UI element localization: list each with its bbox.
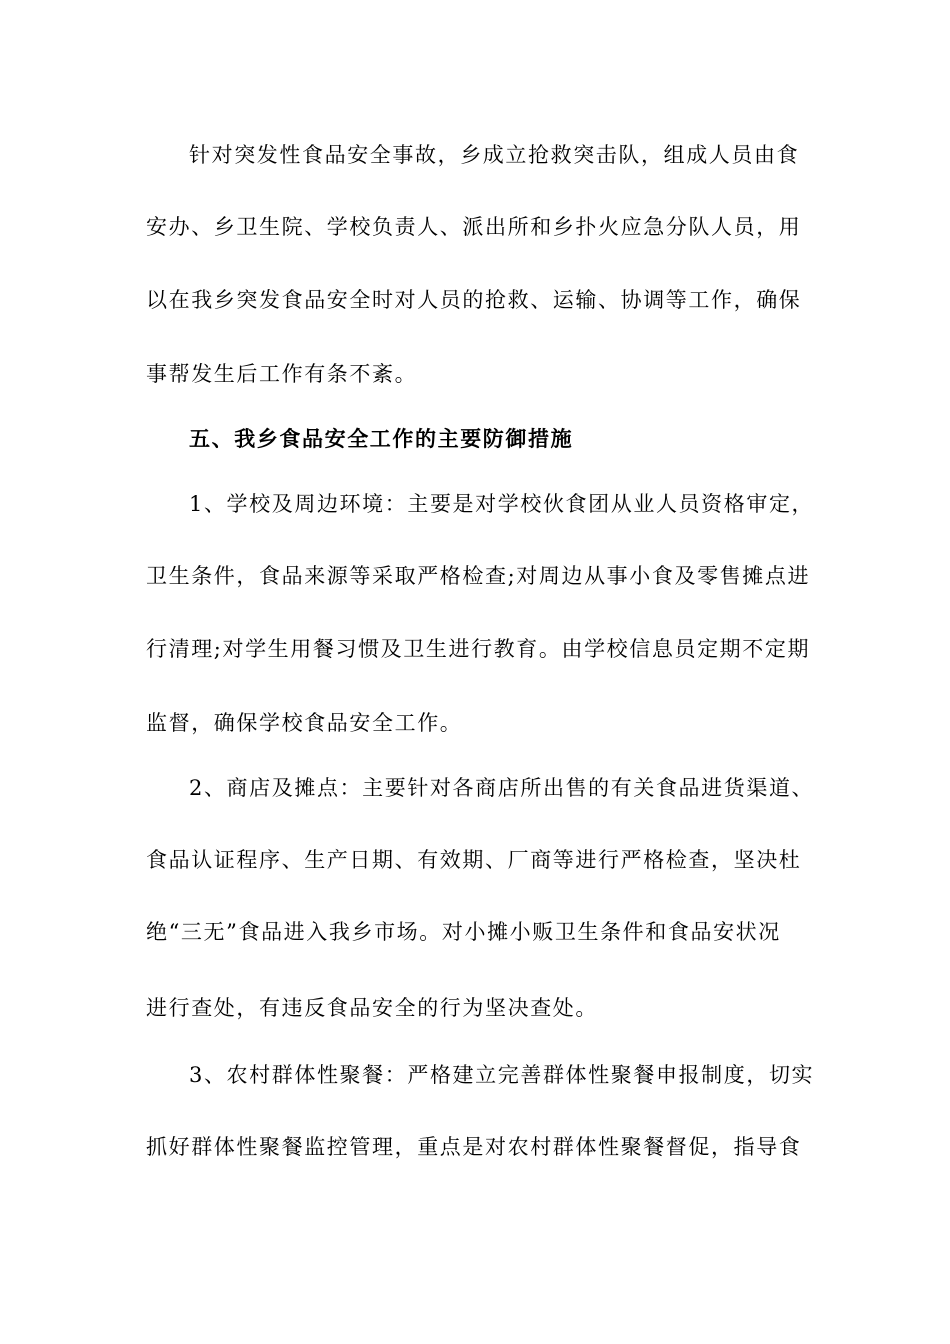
paragraph-1-line-1: 针对突发性食品安全事故，乡成立抢救突击队，组成人员由食 — [189, 143, 800, 167]
paragraph-2-line-3: 行清理;对学生用餐习惯及卫生进行教育。由学校信息员定期不定期 — [146, 637, 811, 661]
section-heading: 五、我乡食品安全工作的主要防御措施 — [189, 426, 574, 451]
paragraph-4-line-1: 3、农村群体性聚餐：严格建立完善群体性聚餐申报制度，切实 — [189, 1063, 815, 1087]
paragraph-3-line-2: 食品认证程序、生产日期、有效期、厂商等进行严格检查，坚决杜 — [146, 848, 802, 872]
paragraph-2-line-4: 监督，确保学校食品安全工作。 — [146, 711, 463, 735]
paragraph-4-line-2: 抓好群体性聚餐监控管理，重点是对农村群体性聚餐督促，指导食 — [146, 1135, 802, 1159]
paragraph-1-line-3: 以在我乡突发食品安全时对人员的抢救、运输、协调等工作，确保 — [146, 288, 802, 312]
paragraph-2-line-1: 1、学校及周边环境：主要是对学校伙食团从业人员资格审定， — [189, 492, 815, 516]
paragraph-2-line-2: 卫生条件，食品来源等采取严格检查;对周边从事小食及零售摊点进 — [146, 564, 811, 588]
paragraph-1-line-4: 事帮发生后工作有条不紊。 — [146, 362, 418, 386]
paragraph-1-line-2: 安办、乡卫生院、学校负责人、派出所和乡扑火应急分队人员，用 — [146, 215, 802, 239]
paragraph-3-line-1: 2、商店及摊点：主要针对各商店所出售的有关食品进货渠道、 — [189, 776, 815, 800]
paragraph-3-line-4: 进行查处，有违反食品安全的行为坚决查处。 — [146, 996, 598, 1020]
paragraph-3-line-3: 绝“三无”食品进入我乡市场。对小摊小贩卫生条件和食品安状况 — [146, 920, 781, 944]
